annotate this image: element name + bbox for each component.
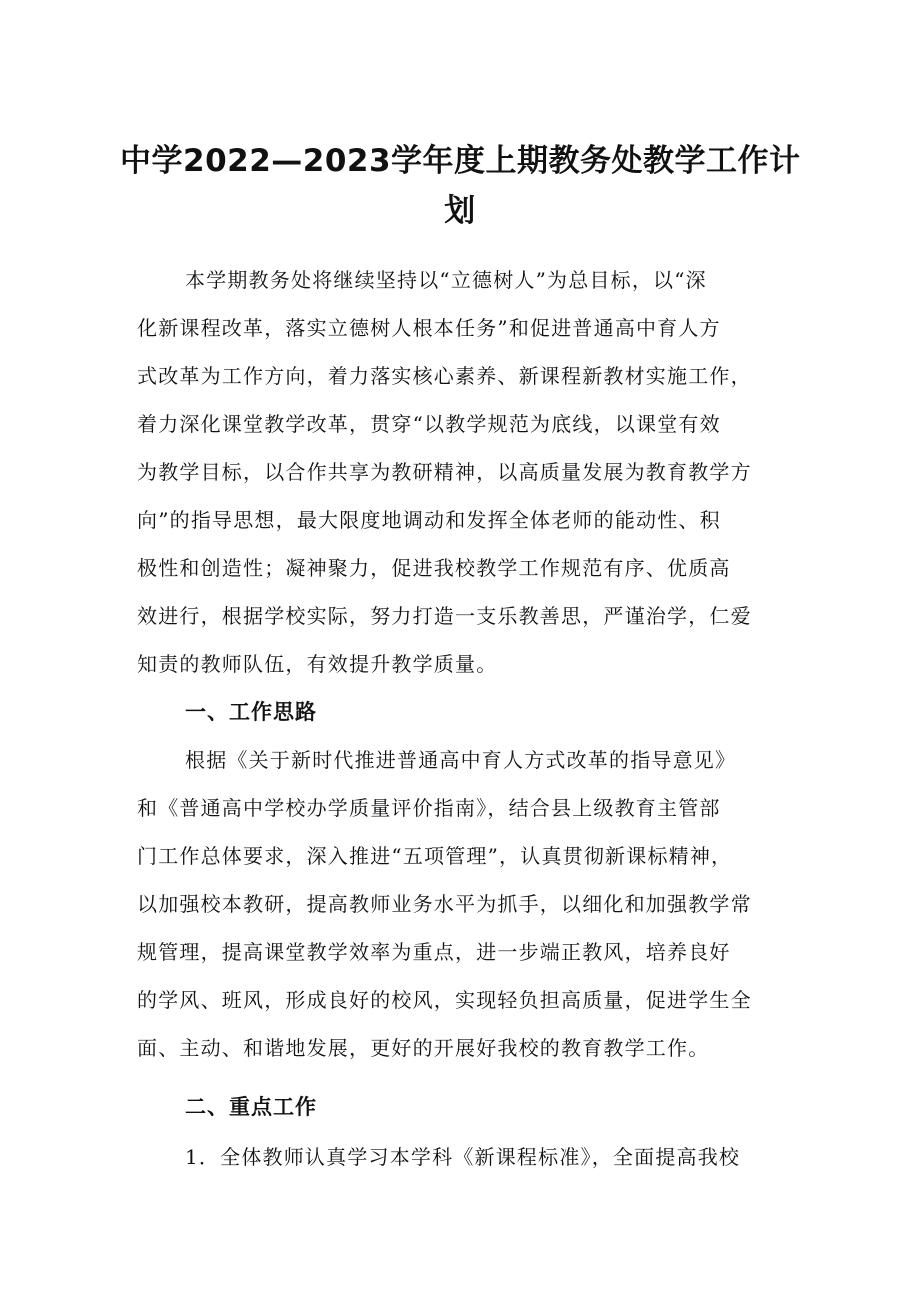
intro-line: 效进行，根据学校实际，努力打造一支乐教善思，严谨治学，仁爱 (137, 604, 752, 628)
section-heading-key-work: 二、重点工作 (185, 1095, 317, 1119)
intro-line: 着力深化课堂教学改革，贯穿“以教学规范为底线，以课堂有效 (137, 412, 721, 436)
section1-line: 根据《关于新时代推进普通高中育人方式改革的指导意见》 (185, 748, 737, 772)
intro-line: 向”的指导思想，最大限度地调动和发挥全体老师的能动性、积 (137, 508, 721, 532)
intro-line: 为教学目标，以合作共享为教研精神，以高质量发展为教育教学方 (137, 460, 752, 484)
section1-line: 门工作总体要求，深入推进“五项管理”，认真贯彻新课标精神， (137, 844, 733, 868)
document-title-line-1: 中学2022—2023学年度上期教务处教学工作计 (120, 143, 801, 179)
intro-line: 式改革为工作方向，着力落实核心素养、新课程新教材实施工作， (137, 364, 752, 388)
section1-line: 的学风、班风，形成良好的校风，实现轻负担高质量，促进学生全 (137, 988, 752, 1012)
intro-line: 知责的教师队伍，有效提升教学质量。 (137, 652, 498, 676)
intro-line: 本学期教务处将继续坚持以“立德树人”为总目标，以“深 (185, 268, 707, 292)
section-heading-work-approach: 一、工作思路 (185, 700, 317, 724)
section2-line: 1．全体教师认真学习本学科《新课程标准》，全面提高我校 (185, 1145, 741, 1169)
section1-line: 规管理，提高课堂教学效率为重点，进一步端正教风，培养良好 (137, 940, 731, 964)
section1-line: 以加强校本教研，提高教师业务水平为抓手，以细化和加强教学常 (137, 892, 752, 916)
section1-line: 面、主动、和谐地发展，更好的开展好我校的教育教学工作。 (137, 1036, 710, 1060)
intro-line: 极性和创造性；凝神聚力，促进我校教学工作规范有序、优质高 (137, 556, 731, 580)
document-title-line-2: 划 (444, 193, 476, 229)
section1-line: 和《普通高中学校办学质量评价指南》，结合县上级教育主管部 (137, 796, 721, 820)
intro-line: 化新课程改革，落实立德树人根本任务”和促进普通高中育人方 (137, 316, 721, 340)
